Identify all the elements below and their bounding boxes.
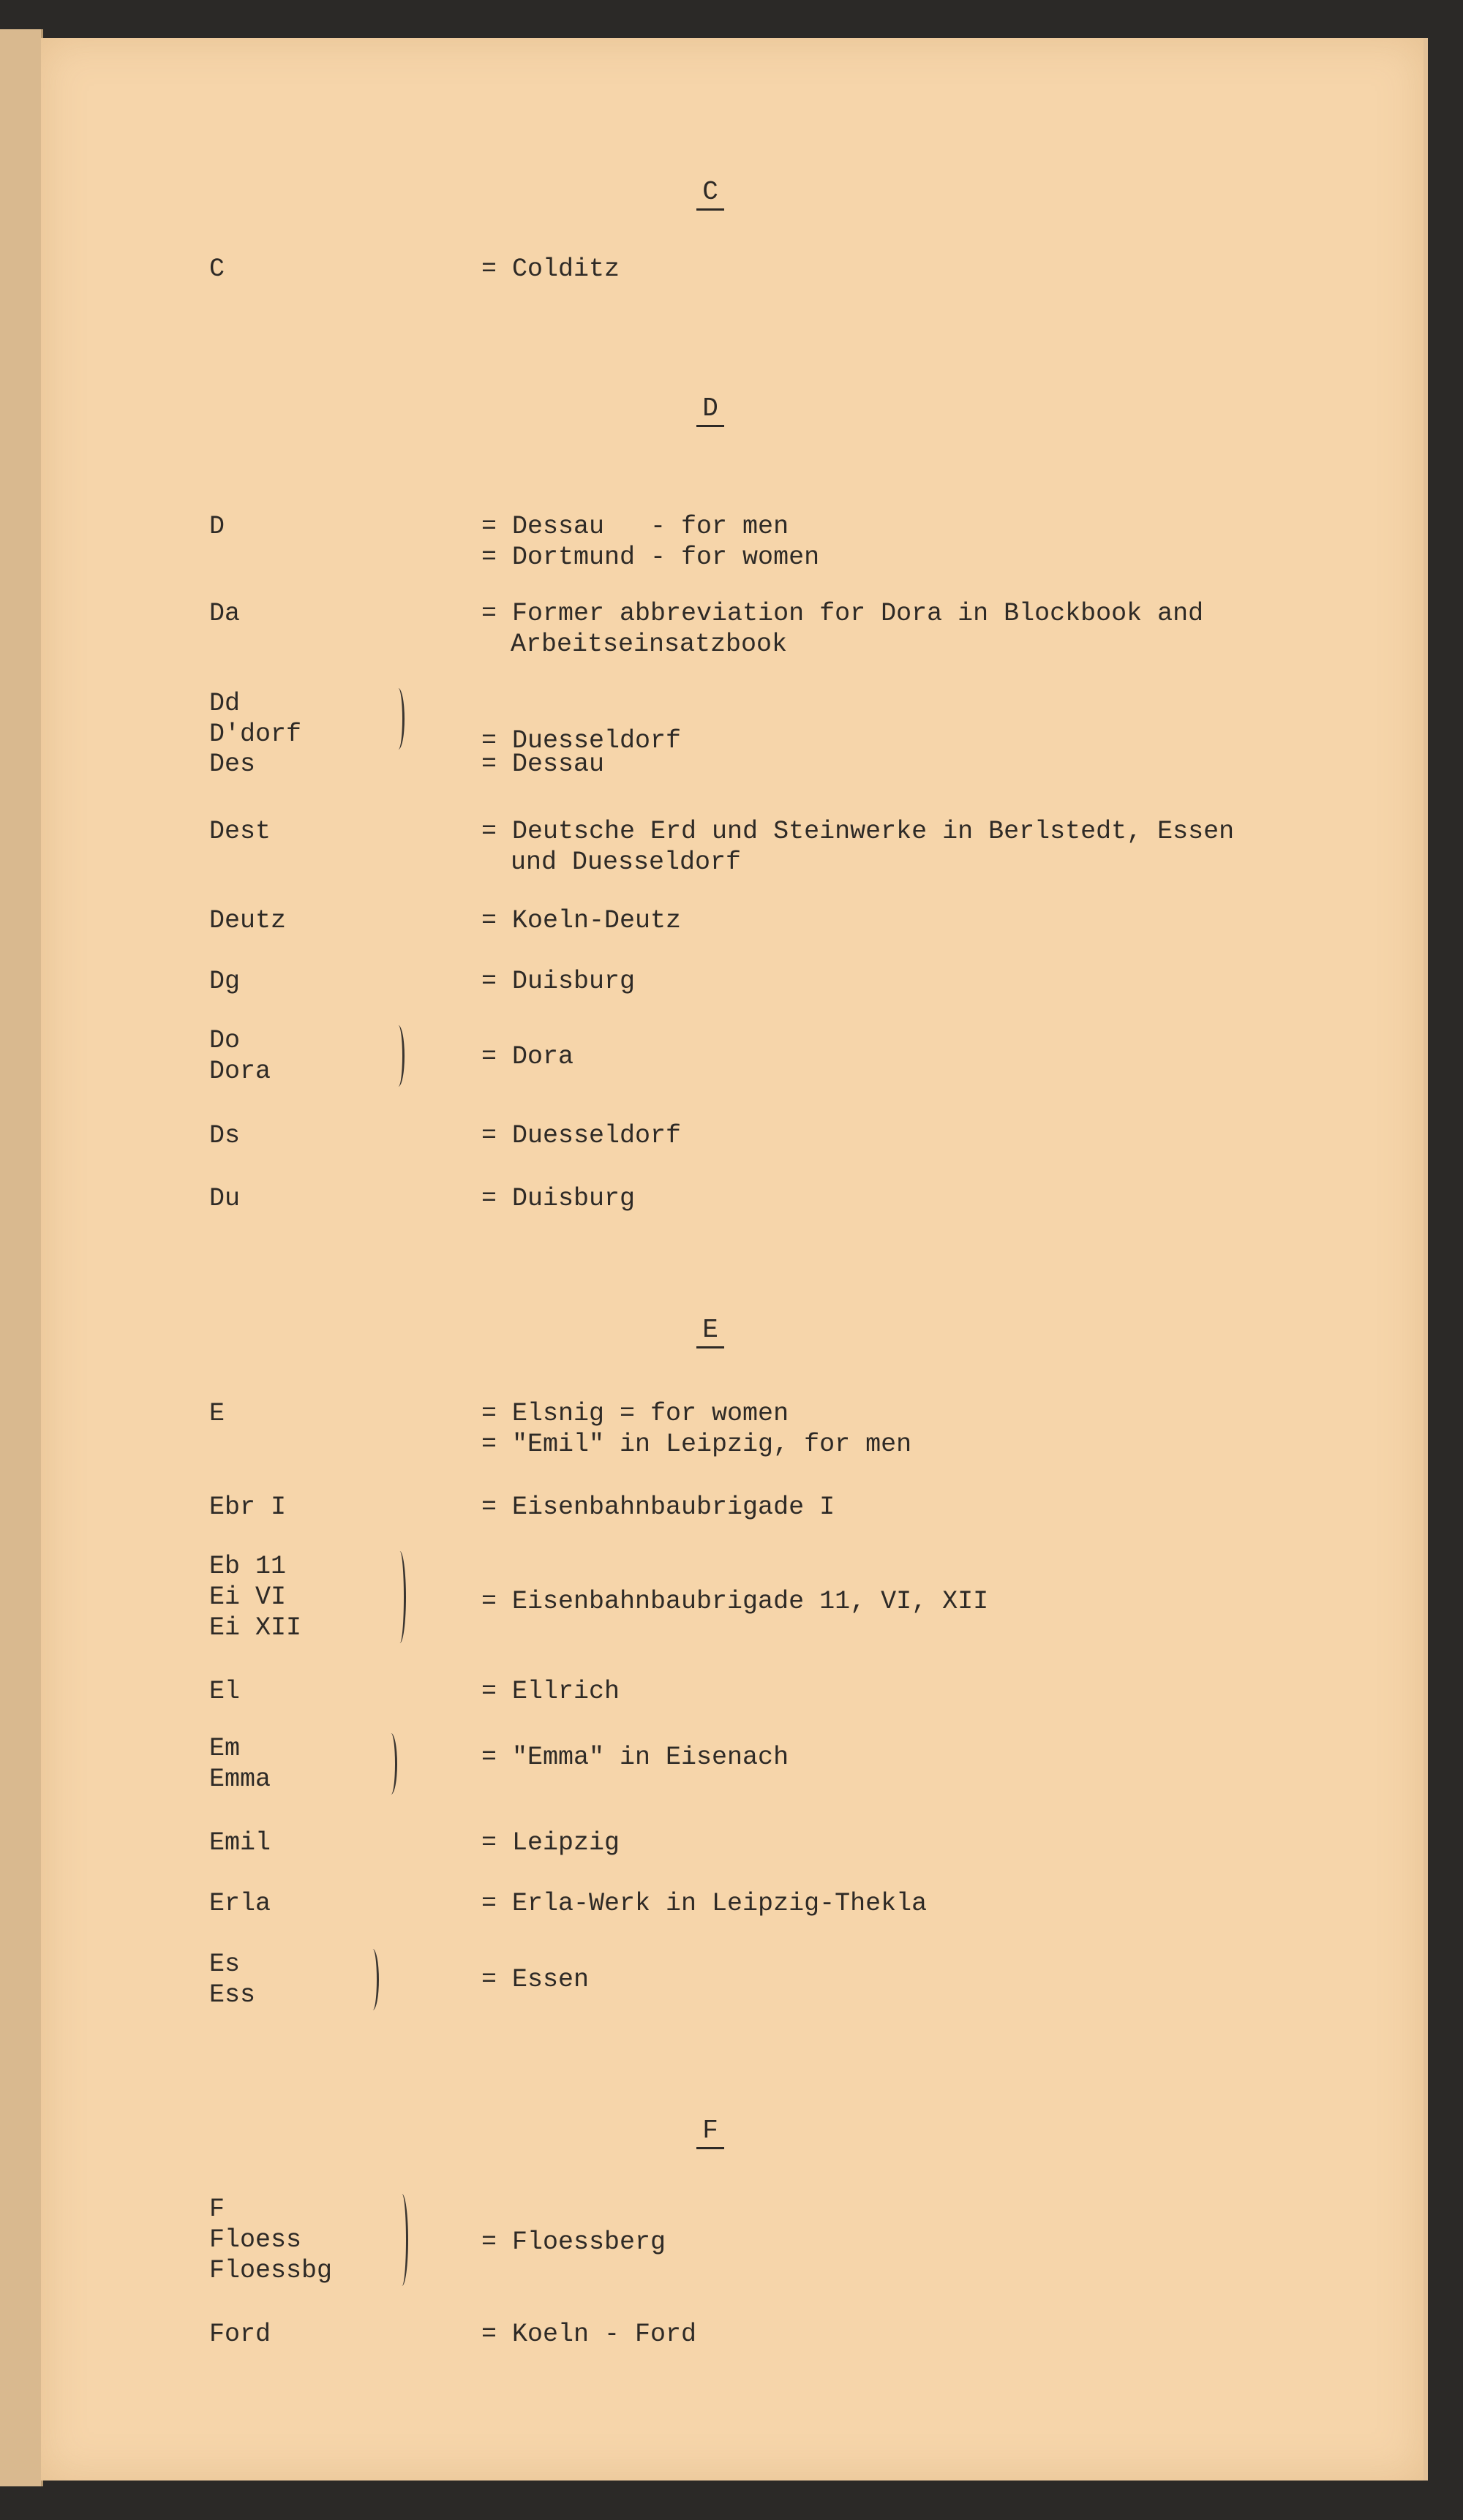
abbreviation-text: Es (209, 1950, 241, 1979)
meaning-text: = Elsnig = for women (481, 1399, 789, 1428)
abbreviation-text: Du (209, 1184, 241, 1213)
section-letter: D (696, 393, 724, 427)
meaning (481, 1964, 589, 1995)
abbreviation (209, 1733, 271, 1795)
meaning (481, 966, 635, 997)
abbreviation (209, 749, 255, 780)
meaning-text: = Koeln-Deutz (481, 906, 682, 935)
grouping-brace (385, 1733, 397, 1795)
abbreviation-text: D'dorf (209, 720, 302, 749)
meaning-text: = Eisenbahnbaubrigade 11, VI, XII (481, 1587, 989, 1616)
abbreviation (209, 966, 240, 997)
abbreviation (209, 2194, 332, 2286)
meaning-text: = Duesseldorf (481, 1121, 682, 1150)
meaning-text: = Eisenbahnbaubrigade I (481, 1493, 835, 1522)
meaning-text: = Essen (481, 1965, 590, 1994)
abbreviation (209, 1120, 240, 1151)
meaning (481, 1492, 835, 1523)
grouping-brace (392, 688, 405, 750)
abbreviation-text: Dg (209, 967, 241, 996)
meaning (481, 1120, 681, 1151)
abbreviation-text: Emma (209, 1765, 271, 1794)
meaning-text: = Dessau (481, 750, 605, 779)
abbreviation (209, 1949, 255, 2010)
abbreviation (209, 1676, 240, 1707)
meaning-text: und Duesseldorf (511, 848, 742, 877)
abbreviation-text: Ebr I (209, 1493, 287, 1522)
grouping-brace (392, 1025, 405, 1087)
meaning-text: = Dora (481, 1042, 574, 1071)
abbreviation-text: Ds (209, 1121, 241, 1150)
abbreviation-text: Ei VI (209, 1582, 287, 1612)
abbreviation-text: Ess (209, 1980, 256, 2010)
abbreviation-text: Floessbg (209, 2256, 333, 2285)
meaning (481, 2227, 666, 2257)
previous-page-edge (0, 29, 43, 2486)
abbreviation-text: C (209, 254, 225, 284)
meaning-text: = Duesseldorf (481, 726, 682, 755)
abbreviation (209, 1025, 271, 1087)
abbreviation-text: Ford (209, 2320, 271, 2349)
abbreviation (209, 511, 225, 542)
meaning (481, 2319, 696, 2350)
abbreviation (209, 1827, 271, 1858)
abbreviation (209, 816, 271, 847)
abbreviation-text: Deutz (209, 906, 287, 935)
meaning-text: = Floessberg (481, 2227, 666, 2257)
section-letter: F (696, 2116, 724, 2149)
abbreviation-text: F (209, 2195, 225, 2224)
abbreviation-text: El (209, 1677, 241, 1706)
abbreviation (209, 598, 240, 629)
meaning (481, 1742, 789, 1773)
abbreviation-text: Emil (209, 1828, 271, 1857)
meaning (481, 1888, 927, 1919)
abbreviation (209, 1551, 301, 1643)
meaning (481, 1183, 635, 1214)
meaning-text: = Dortmund - for women (481, 543, 820, 572)
abbreviation (209, 688, 301, 750)
abbreviation (209, 1492, 286, 1523)
section-heading-f (41, 2116, 1380, 2146)
abbreviation-text: Dest (209, 817, 271, 846)
meaning-text: = Former abbreviation for Dora in Blockbook and (481, 599, 1204, 628)
grouping-brace (366, 1949, 379, 2010)
meaning-text: = "Emil" in Leipzig, for men (481, 1430, 912, 1459)
meaning (481, 1586, 988, 1617)
grouping-brace (396, 2194, 408, 2286)
abbreviation-text: Dora (209, 1057, 271, 1086)
section-letter: C (696, 177, 724, 211)
abbreviation-text: Des (209, 750, 256, 779)
meaning-text: = Duisburg (481, 1184, 636, 1213)
section-heading-d (41, 393, 1380, 423)
meaning-text: = "Emma" in Eisenach (481, 1743, 789, 1772)
meaning-text: = Duisburg (481, 967, 636, 996)
abbreviation-text: Erla (209, 1889, 271, 1918)
abbreviation (209, 2319, 271, 2350)
meaning (481, 1827, 620, 1858)
abbreviation-text: E (209, 1399, 225, 1428)
abbreviation-text: Eb 11 (209, 1552, 287, 1581)
grouping-brace (394, 1551, 406, 1643)
meaning (481, 816, 1234, 878)
meaning-text: = Leipzig (481, 1828, 620, 1857)
meaning-text: = Colditz (481, 254, 620, 284)
abbreviation-text: Da (209, 599, 241, 628)
meaning-text: = Dessau - for men (481, 512, 789, 541)
abbreviation-text: Floess (209, 2225, 302, 2255)
meaning (481, 749, 604, 780)
abbreviation (209, 254, 225, 284)
abbreviation (209, 1398, 225, 1429)
abbreviation-text: Em (209, 1734, 241, 1763)
meaning (481, 905, 681, 936)
section-letter: E (696, 1315, 724, 1348)
section-heading-e (41, 1315, 1380, 1345)
meaning-text: = Deutsche Erd und Steinwerke in Berlstedt, Essen (481, 817, 1235, 846)
meaning (481, 1398, 911, 1460)
abbreviation-text: Ei XII (209, 1613, 302, 1642)
abbreviation (209, 1888, 271, 1919)
meaning-text: = Erla-Werk in Leipzig-Thekla (481, 1889, 928, 1918)
meaning-text: Arbeitseinsatzbook (511, 630, 788, 659)
abbreviation-text: D (209, 512, 225, 541)
abbreviation-text: Dd (209, 689, 241, 718)
meaning-text: = Koeln - Ford (481, 2320, 697, 2349)
section-heading-c (41, 177, 1380, 207)
meaning (481, 1676, 620, 1707)
meaning-text: = Ellrich (481, 1677, 620, 1706)
abbreviation-text: Do (209, 1026, 241, 1055)
meaning (481, 511, 819, 573)
abbreviation (209, 905, 286, 936)
meaning (481, 1041, 573, 1072)
meaning (481, 598, 1203, 660)
document-page (41, 38, 1428, 2481)
meaning (481, 254, 620, 284)
abbreviation (209, 1183, 240, 1214)
